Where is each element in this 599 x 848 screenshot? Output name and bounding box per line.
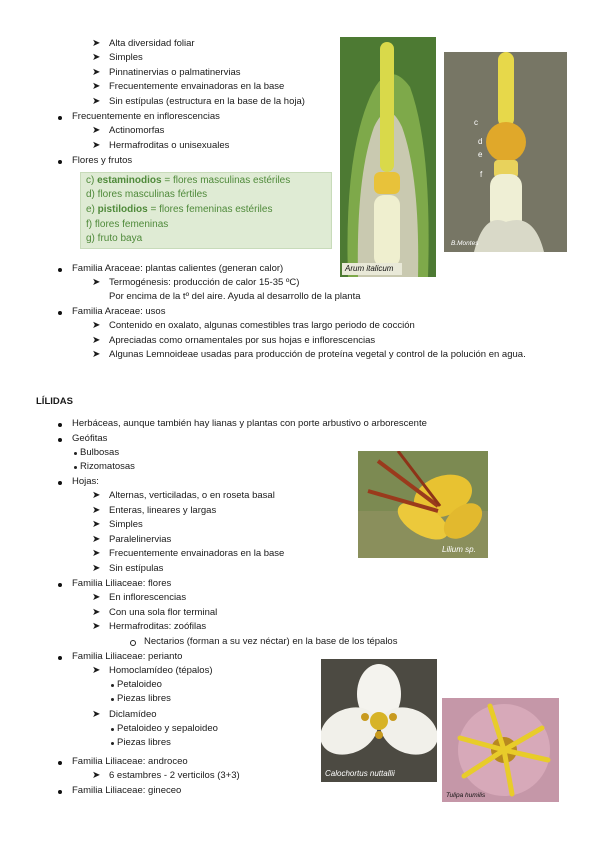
list-item: Contenido en oxalato, algunas comestibles tras largo periodo de cocción <box>109 320 415 331</box>
arrow-bullet-icon: ➤ <box>92 592 101 603</box>
arrow-bullet-icon: ➤ <box>92 548 101 559</box>
arrow-bullet-icon: ➤ <box>92 125 101 136</box>
tulipa-photo <box>442 698 559 802</box>
list-item: Termogénesis: producción de calor 15-35 ºC) <box>109 277 300 288</box>
legend-line: e) pistilodios = flores femeninas estériles <box>86 204 273 215</box>
calochortus-photo <box>321 659 437 782</box>
legend-line: f) flores femeninas <box>86 219 169 230</box>
list-item: 6 estambres - 2 verticilos (3+3) <box>109 770 240 781</box>
list-item: Paralelinervias <box>109 534 172 545</box>
bullet-icon <box>111 698 114 701</box>
bullet-icon <box>58 481 62 485</box>
list-item: Hojas: <box>72 476 99 487</box>
list-item: Familia Liliaceae: androceo <box>72 756 188 767</box>
arrow-bullet-icon: ➤ <box>92 709 101 720</box>
photo-label: f <box>480 170 483 179</box>
list-item: Piezas libres <box>117 737 171 748</box>
photo-label: d <box>478 137 483 146</box>
list-item: Petaloideo y sepaloideo <box>117 723 218 734</box>
arrow-bullet-icon: ➤ <box>92 770 101 781</box>
arrow-bullet-icon: ➤ <box>92 140 101 151</box>
arrow-bullet-icon: ➤ <box>92 621 101 632</box>
arrow-bullet-icon: ➤ <box>92 67 101 78</box>
bullet-icon <box>111 742 114 745</box>
list-item: Rizomatosas <box>80 461 135 472</box>
arrow-bullet-icon: ➤ <box>92 607 101 618</box>
list-item: Con una sola flor terminal <box>109 607 218 618</box>
arrow-bullet-icon: ➤ <box>92 320 101 331</box>
list-item: Alternas, verticiladas, o en roseta basal <box>109 490 275 501</box>
arrow-bullet-icon: ➤ <box>92 335 101 346</box>
bullet-icon <box>58 583 62 587</box>
photo-caption: Arum italicum <box>345 264 394 273</box>
legend-line: d) flores masculinas fértiles <box>86 189 208 200</box>
list-item: Homoclamídeo (tépalos) <box>109 665 213 676</box>
bullet-icon <box>58 311 62 315</box>
arrow-bullet-icon: ➤ <box>92 52 101 63</box>
bullet-icon <box>74 452 77 455</box>
photo-caption: Lilium sp. <box>442 545 476 554</box>
list-item: En inflorescencias <box>109 592 187 603</box>
bullet-icon <box>111 684 114 687</box>
arrow-bullet-icon: ➤ <box>92 96 101 107</box>
arrow-bullet-icon: ➤ <box>92 349 101 360</box>
arrow-bullet-icon: ➤ <box>92 277 101 288</box>
photo-label: e <box>478 150 483 159</box>
list-item: Familia Liliaceae: flores <box>72 578 172 589</box>
bullet-icon <box>111 728 114 731</box>
lilium-photo <box>358 451 488 558</box>
spadix-closeup-photo <box>444 52 567 252</box>
list-item: Bulbosas <box>80 447 120 458</box>
bullet-icon <box>58 656 62 660</box>
arrow-bullet-icon: ➤ <box>92 665 101 676</box>
legend-line: g) fruto baya <box>86 233 143 244</box>
list-item: Frecuentemente envainadoras en la base <box>109 548 285 559</box>
arrow-bullet-icon: ➤ <box>92 81 101 92</box>
arrow-bullet-icon: ➤ <box>92 519 101 530</box>
list-item: Frecuentemente envainadoras en la base <box>109 81 285 92</box>
list-item: Diclamídeo <box>109 709 157 720</box>
bullet-icon <box>58 761 62 765</box>
arrow-bullet-icon: ➤ <box>92 505 101 516</box>
photo-caption: Tulipa humilis <box>446 792 486 799</box>
list-item: Simples <box>109 52 143 63</box>
list-item: Alta diversidad foliar <box>109 38 195 49</box>
list-item: Simples <box>109 519 143 530</box>
circle-bullet-icon <box>130 640 136 646</box>
bullet-icon <box>58 160 62 164</box>
legend-line: c) estaminodios = flores masculinas estériles <box>86 175 291 186</box>
arrow-bullet-icon: ➤ <box>92 534 101 545</box>
arrow-bullet-icon: ➤ <box>92 490 101 501</box>
list-item: Geófitas <box>72 433 108 444</box>
section-heading: LÍLIDAS <box>36 396 73 407</box>
list-item-continuation: Por encima de la tº del aire. Ayuda al desarrollo de la planta <box>109 291 361 302</box>
list-item: Actinomorfas <box>109 125 165 136</box>
list-item: Familia Araceae: plantas calientes (generan calor) <box>72 263 284 274</box>
bullet-icon <box>58 790 62 794</box>
list-item: Piezas libres <box>117 693 171 704</box>
arum-italicum-photo <box>340 37 436 277</box>
list-item: Frecuentemente en inflorescencias <box>72 111 220 122</box>
bullet-icon <box>58 423 62 427</box>
list-item: Familia Liliaceae: perianto <box>72 651 183 662</box>
bullet-icon <box>58 268 62 272</box>
list-item: Algunas Lemnoideae usadas para producción de proteína vegetal y control de la polución en agua. <box>109 349 526 360</box>
arrow-bullet-icon: ➤ <box>92 563 101 574</box>
list-item: Pinnatinervias o palmatinervias <box>109 67 241 78</box>
list-item: Nectarios (forman a su vez néctar) en la base de los tépalos <box>144 636 398 647</box>
bullet-icon <box>58 438 62 442</box>
bullet-icon <box>58 116 62 120</box>
list-item: Familia Liliaceae: gineceo <box>72 785 182 796</box>
list-item: Hermafroditas o unisexuales <box>109 140 230 151</box>
list-item: Sin estípulas <box>109 563 164 574</box>
photo-credit: B.Montes <box>451 240 479 247</box>
list-item: Sin estípulas (estructura en la base de la hoja) <box>109 96 305 107</box>
list-item: Hermafroditas: zoófilas <box>109 621 207 632</box>
list-item: Petaloideo <box>117 679 162 690</box>
photo-label: c <box>474 118 478 127</box>
list-item: Apreciadas como ornamentales por sus hojas e inflorescencias <box>109 335 376 346</box>
photo-caption: Calochortus nuttallii <box>325 769 395 778</box>
list-item: Flores y frutos <box>72 155 133 166</box>
list-item: Familia Araceae: usos <box>72 306 166 317</box>
list-item: Enteras, lineares y largas <box>109 505 217 516</box>
list-item: Herbáceas, aunque también hay lianas y plantas con porte arbustivo o arborescente <box>72 418 427 429</box>
arrow-bullet-icon: ➤ <box>92 38 101 49</box>
bullet-icon <box>74 466 77 469</box>
